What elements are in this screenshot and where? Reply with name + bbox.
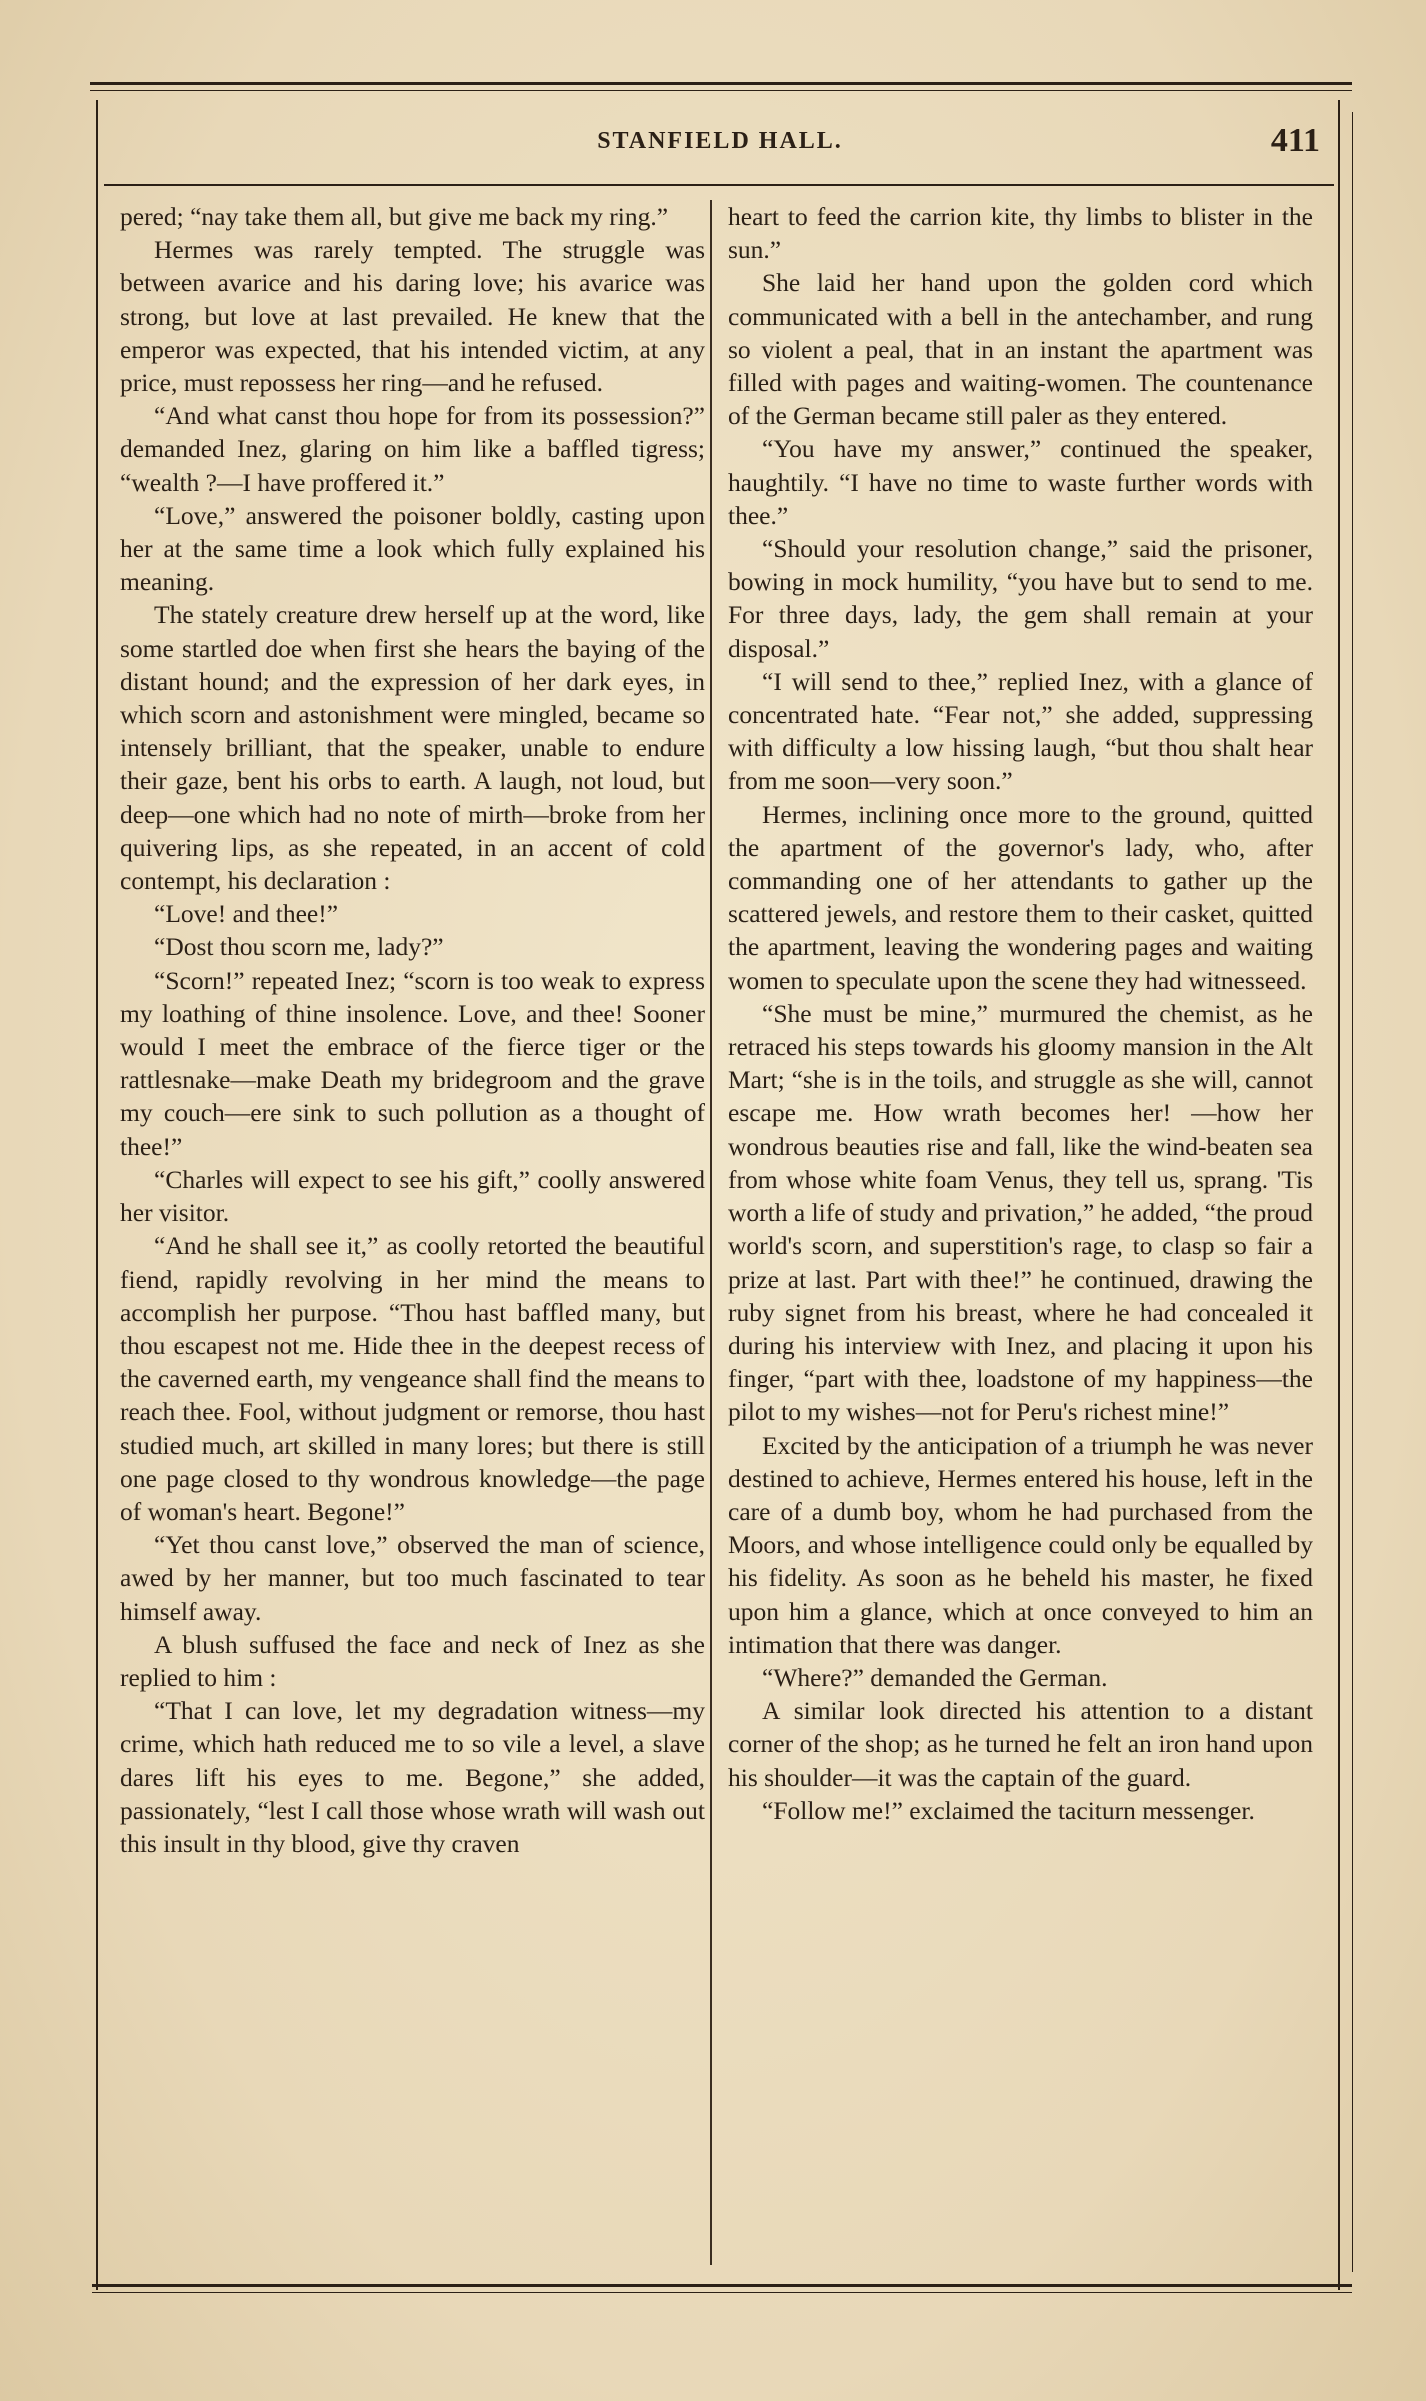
top-border-rule: [90, 82, 1352, 85]
paragraph: Hermes was rarely tempted. The struggle was between avarice and his daring love; his avarice was strong, but love at last prevailed. He knew that the emperor was expected, that his intended victim, at any price, must repossess her ring—and he refused.: [120, 235, 705, 398]
paragraph: “You have my answer,” continued the speaker, haughtily. “I have no time to waste further words with thee.”: [728, 434, 1313, 530]
running-title: STANFIELD HALL.: [597, 128, 843, 154]
paragraph: “That I can love, let my degradation witness—my crime, which hath reduced me to so vile a level, a slave dares lift his eyes to me. Begone,” she added, passionately, “lest I call those whose wrath will wash out this insult in thy blood, give thy craven: [120, 1696, 705, 1858]
paragraph: “Follow me!” exclaimed the taciturn messenger.: [762, 1795, 1255, 1825]
paragraph: “Dost thou scorn me, lady?”: [154, 932, 444, 962]
bottom-border-rule: [92, 2284, 1352, 2287]
paragraph: “And what canst thou hope for from its possession?” demanded Inez, glaring on him like a baffled tigress; “wealth ?—I have proffered it.”: [120, 401, 705, 497]
paragraph: “Love,” answered the poisoner boldly, casting upon her at the same time a look which fully explained his meaning.: [120, 500, 705, 597]
paragraph: The stately creature drew herself up at the word, like some startled doe when first she hears the baying of the distant hound; and the expression of her dark eyes, in which scorn and astonishment were mingled, became so intensely brilliant, that the speaker, unable to endure their gaze, bent his orbs to earth. A laugh, not loud, but deep—one which had no note of mirth—broke from her quivering lips, as she repeated, in an accent of cold contempt, his declaration :: [120, 600, 705, 896]
paragraph: “Where?” demanded the German.: [762, 1662, 1108, 1692]
right-column: [728, 200, 1313, 1827]
paragraph: A blush suffused the face and neck of Inez as she replied to him :: [120, 1629, 705, 1692]
paragraph: She laid her hand upon the golden cord which communicated with a bell in the antechamber, and rung so violent a peal, that in an instant the apartment was filled with pages and waiting-women. The countenance of the German became still paler as they entered.: [728, 268, 1313, 431]
paragraph: “And he shall see it,” as coolly retorted the beautiful fiend, rapidly revolving in her mind the means to accomplish her purpose. “Thou hast baffled many, but thou escapest not me. Hide thee in the deepest recess of the caverned earth, my vengeance shall find the means to reach thee. Fool, without judgment or remorse, thou hast studied much, art skilled in many lores; but there is still one page closed to thy wondrous knowledge—the page of woman's heart. Begone!”: [120, 1231, 705, 1526]
page-header: [100, 122, 1340, 168]
column-divider: [710, 200, 712, 2265]
paragraph: heart to feed the carrion kite, thy limbs to blister in the sun.”: [728, 202, 1313, 265]
header-rule: [104, 184, 1334, 186]
paragraph: “Should your resolution change,” said the prisoner, bowing in mock humility, “you have but to send to me. For three days, lady, the gem shall remain at your disposal.”: [728, 534, 1313, 663]
paragraph: Excited by the anticipation of a triumph he was never destined to achieve, Hermes entered his house, left in the care of a dumb boy, whom he had purchased from the Moors, and whose intelligence could only be equalled by his fidelity. As soon as he beheld his master, he fixed upon him a glance, which at once conveyed to him an intimation that there was danger.: [728, 1430, 1313, 1659]
paragraph: pered; “nay take them all, but give me back my ring.”: [120, 202, 669, 231]
paragraph: “Yet thou canst love,” observed the man of science, awed by her manner, but too much fascinated to tear himself away.: [120, 1530, 705, 1626]
bottom-border-rule-thin: [92, 2292, 1352, 2293]
paragraph: “Charles will expect to see his gift,” coolly answered her visitor.: [120, 1164, 705, 1228]
left-column: [120, 200, 705, 1860]
paragraph: A similar look directed his attention to a distant corner of the shop; as he turned he felt an iron hand upon his shoulder—it was the captain of the guard.: [728, 1696, 1313, 1792]
paragraph: “I will send to thee,” replied Inez, with a glance of concentrated hate. “Fear not,” she added, suppressing with difficulty a low hissing laugh, “but thou shalt hear from me soon—very soon.”: [728, 666, 1313, 796]
paragraph: “Scorn!” repeated Inez; “scorn is too weak to express my loathing of thine insolence. Love, and thee! Sooner would I meet the embrace of the fierce tiger or the rattlesnake—make Death my bridegroom and the grave my couch—ere sink to such pollution as a thought of thee!”: [120, 965, 705, 1161]
top-border-rule-thin: [90, 90, 1352, 91]
paragraph: Hermes, inclining once more to the ground, quitted the apartment of the governor's lady, who, after commanding one of her attendants to gather up the scattered jewels, and restore them to their casket, quitted the apartment, leaving the wondering pages and waiting women to speculate upon the scene they had witnesseed.: [728, 799, 1313, 995]
paragraph: “She must be mine,” murmured the chemist, as he retraced his steps towards his gloomy mansion in the Alt Mart; “she is in the toils, and struggle as she will, cannot escape me. How wrath becomes her! —how her wondrous beauties rise and fall, like the wind-beaten sea from whose white foam Venus, they tell us, sprang. 'Tis worth a life of study and privation,” he added, “the proud world's scorn, and superstition's rage, to clasp so fair a prize at last. Part with thee!” he continued, drawing the ruby signet from his breast, where he had concealed it during his interview with Inez, and placing it upon his finger, “part with thee, loadstone of my happiness—the pilot to my wishes—not for Peru's richest mine!”: [728, 998, 1313, 1427]
right-border-rule-outer: [1352, 112, 1353, 2272]
right-border-rule: [1338, 100, 1340, 2290]
page-number: 411: [1270, 122, 1320, 159]
left-border-rule: [96, 100, 98, 2290]
paragraph: “Love! and thee!”: [154, 899, 339, 929]
